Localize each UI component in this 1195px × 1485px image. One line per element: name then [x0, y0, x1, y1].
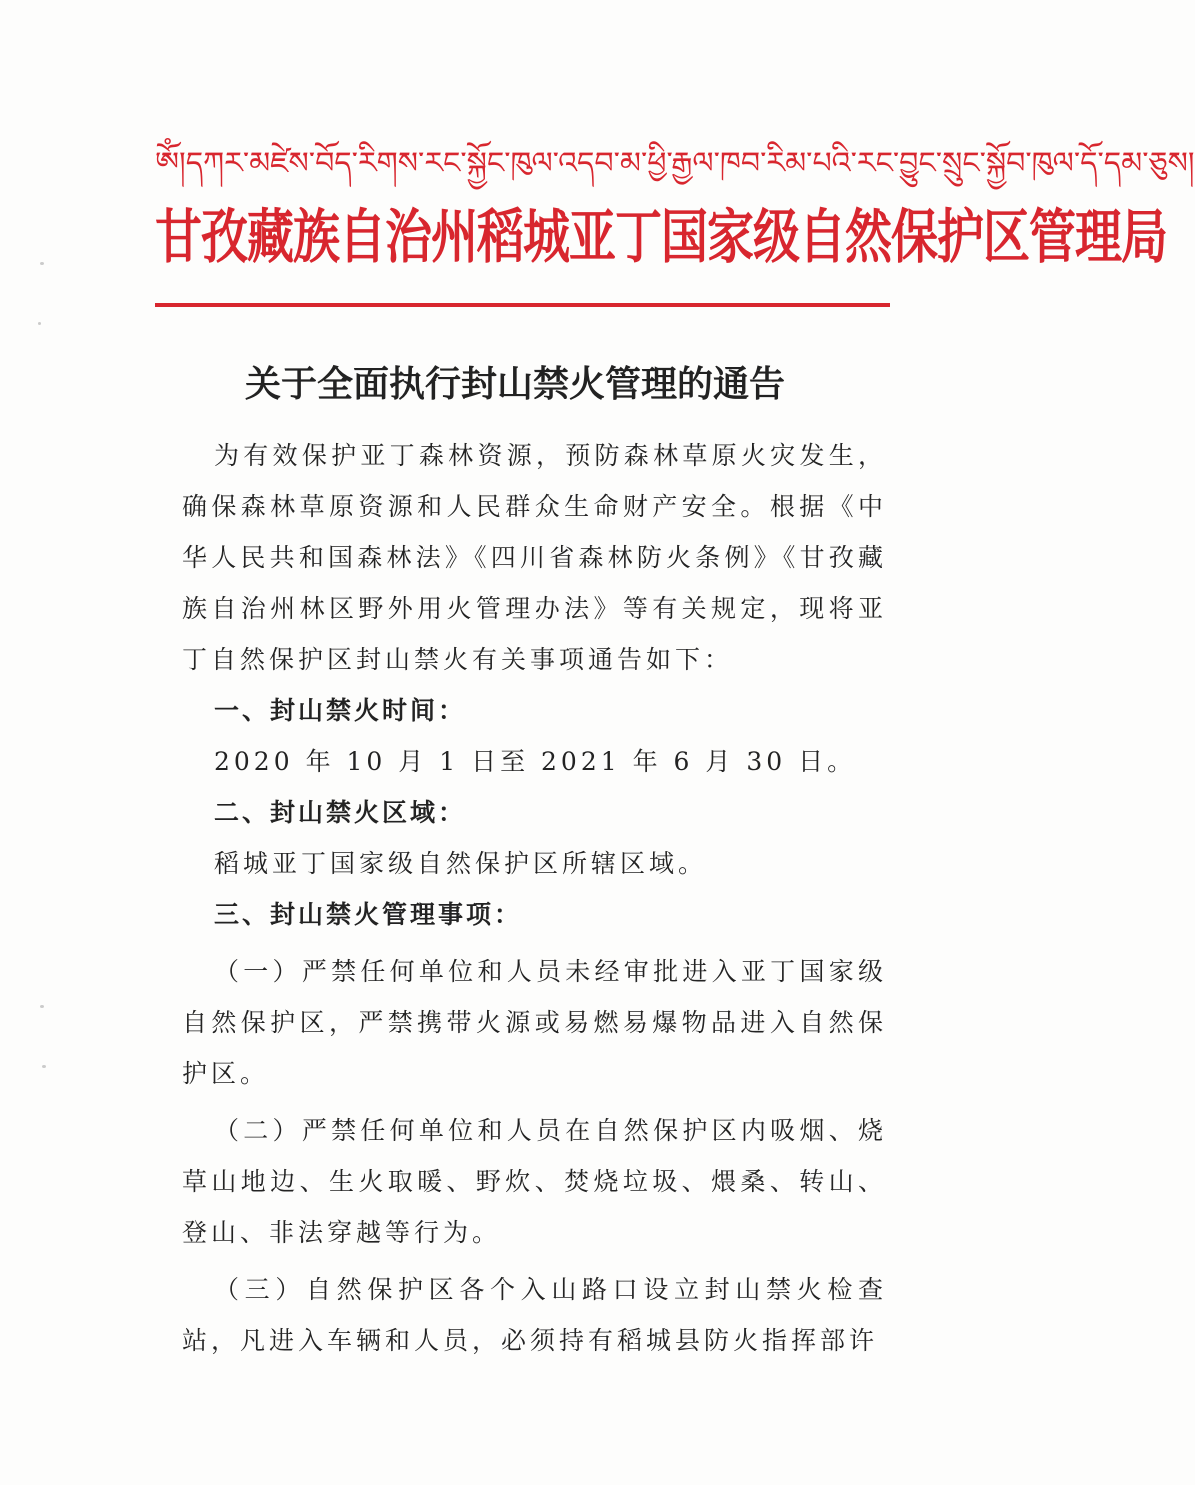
- document-body: [182, 430, 887, 1366]
- letterhead-agency-name: 甘孜藏族自治州稻城亚丁国家级自然保护区管理局: [155, 203, 1167, 272]
- letterhead-tibetan: ༀ།དཀར་མཛེས་བོད་རིགས་རང་སྐྱོང་ཁུལ་འདབ་མ་ཕྱི་རྒྱལ་ཁབ་རིམ་པའི་རང་བྱུང་སྲུང་སྐྱོབ་ཁུལ་དོ་དམ་ཅུས།: [155, 146, 1195, 181]
- scan-speck: [40, 1005, 44, 1008]
- letterhead-red-rule: [155, 303, 890, 307]
- intro-paragraph: 为有效保护亚丁森林资源，预防森林草原火灾发生，确保森林草原资源和人民群众生命财产安全。根据《中华人民共和国森林法》《四川省森林防火条例》《甘孜藏族自治州林区野外用火管理办法》等有关规定，现将亚丁自然保护区封山禁火有关事项通告如下：: [182, 441, 887, 674]
- section2-body: 稻城亚丁国家级自然保护区所辖区域。: [214, 849, 708, 878]
- document-title: 关于全面执行封山禁火管理的通告: [244, 364, 785, 405]
- section3-heading: 三、封山禁火管理事项：: [214, 900, 523, 929]
- item3-paragraph: （三）自然保护区各个入山路口设立封山禁火检查站，凡进入车辆和人员，必须持有稻城县防火指挥部许: [182, 1275, 887, 1355]
- scan-speck: [40, 262, 44, 265]
- scan-speck: [38, 322, 41, 325]
- scan-speck: [42, 1065, 46, 1068]
- section1-body: 2020 年 10 月 1 日至 2021 年 6 月 30 日。: [214, 747, 857, 776]
- item1-paragraph: （一）严禁任何单位和人员未经审批进入亚丁国家级自然保护区，严禁携带火源或易燃易爆物品进入自然保护区。: [182, 957, 887, 1088]
- section2-heading: 二、封山禁火区域：: [214, 798, 467, 827]
- item2-paragraph: （二）严禁任何单位和人员在自然保护区内吸烟、烧草山地边、生火取暖、野炊、焚烧垃圾、煨桑、转山、登山、非法穿越等行为。: [182, 1116, 887, 1247]
- section1-heading: 一、封山禁火时间：: [214, 696, 467, 725]
